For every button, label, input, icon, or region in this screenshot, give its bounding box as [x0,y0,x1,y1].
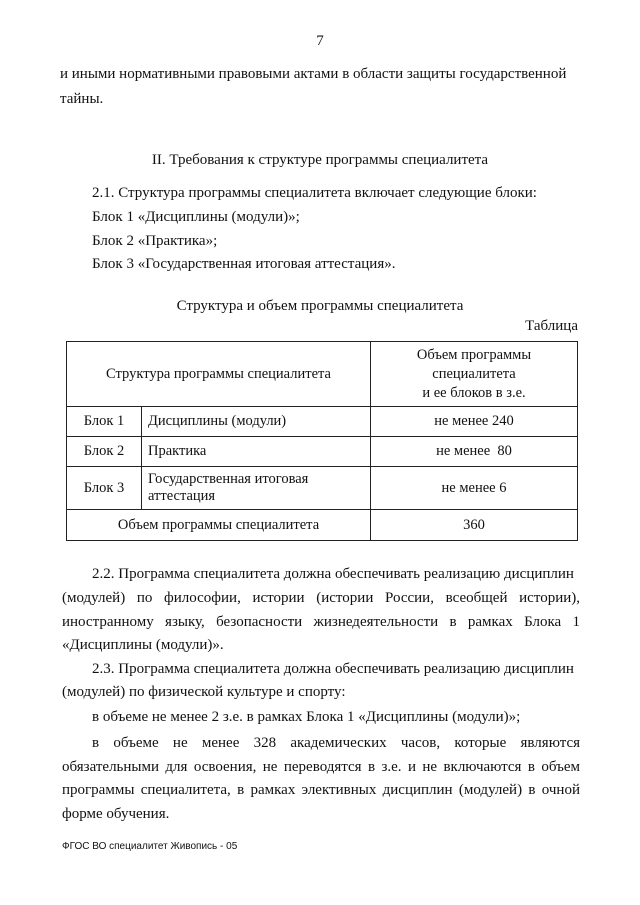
paragraph-2-3-line: 2.3. Программа специалитета должна обеспечивать реализацию дисциплин [92,661,574,677]
table-row [67,467,578,510]
table-header-row [67,342,578,407]
block-cell: Блок 3 [67,467,142,510]
section-heading: II. Требования к структуре программы специалитета [151,152,489,168]
paragraph-2-3-item-2-line: программы специалитета, в рамках элективных дисциплин (модулей) в очной [62,782,580,798]
paragraph-2-2-line: (модулей) по философии, истории (истории России, всеобщей истории), [62,590,580,606]
paragraph-2-3-item-2-line: обязательными для освоения, не переводятся в з.е. и не включаются в объем [62,759,580,775]
paragraph-2-3-item-2-line: в объеме не менее 328 академических часов, которые являются [92,735,580,751]
total-value-cell: 360 [371,510,578,541]
block-volume-cell: не менее 6 [371,467,578,510]
block-name-cell: Дисциплины (модули) [142,407,371,437]
paragraph-2-2-line: иностранному языку, безопасности жизнедеятельности в рамках Блока 1 [62,614,580,630]
header-structure-cell: Структура программы специалитета [67,342,371,407]
block-volume-cell: не менее 80 [371,437,578,467]
intro-line-1: и иными нормативными правовыми актами в области защиты государственной [60,66,567,82]
table-label: Таблица [525,318,578,334]
table-row [67,437,578,467]
page-number: 7 [316,33,324,49]
paragraph-2-3-item-1: в объеме не менее 2 з.е. в рамках Блока 1 «Дисциплины (модули)»; [92,709,521,725]
table-title: Структура и объем программы специалитета [176,298,464,314]
block-name-line: аттестация [148,488,216,504]
block-cell: Блок 1 [67,407,142,437]
table-total-row [67,510,578,541]
block-volume-cell: не менее 240 [371,407,578,437]
paragraph-2-2-line: «Дисциплины (модули)». [62,637,224,653]
block-name-line: Государственная итоговая [148,471,309,487]
program-structure-table [66,341,578,541]
block-3-line: Блок 3 «Государственная итоговая аттестация». [92,256,396,272]
header-volume-cell [371,342,578,407]
paragraph-2-3-item-2-line: форме обучения. [62,806,170,822]
paragraph-2-3-line: (модулей) по физической культуре и спорту: [62,684,346,700]
block-name-cell [142,467,371,510]
header-volume-line: и ее блоков в з.е. [422,384,526,401]
block-2-line: Блок 2 «Практика»; [92,233,218,249]
total-label-cell: Объем программы специалитета [67,510,371,541]
block-cell: Блок 2 [67,437,142,467]
table-row [67,407,578,437]
intro-line-2: тайны. [60,91,104,107]
header-volume-line: специалитета [432,365,516,382]
paragraph-2-2-line: 2.2. Программа специалитета должна обеспечивать реализацию дисциплин [92,566,574,582]
block-name-cell: Практика [142,437,371,467]
header-volume-line: Объем программы [416,346,532,363]
block-1-line: Блок 1 «Дисциплины (модули)»; [92,209,300,225]
paragraph-2-1: 2.1. Структура программы специалитета включает следующие блоки: [92,185,537,201]
page-footer: ФГОС ВО специалитет Живопись - 05 [62,841,238,852]
